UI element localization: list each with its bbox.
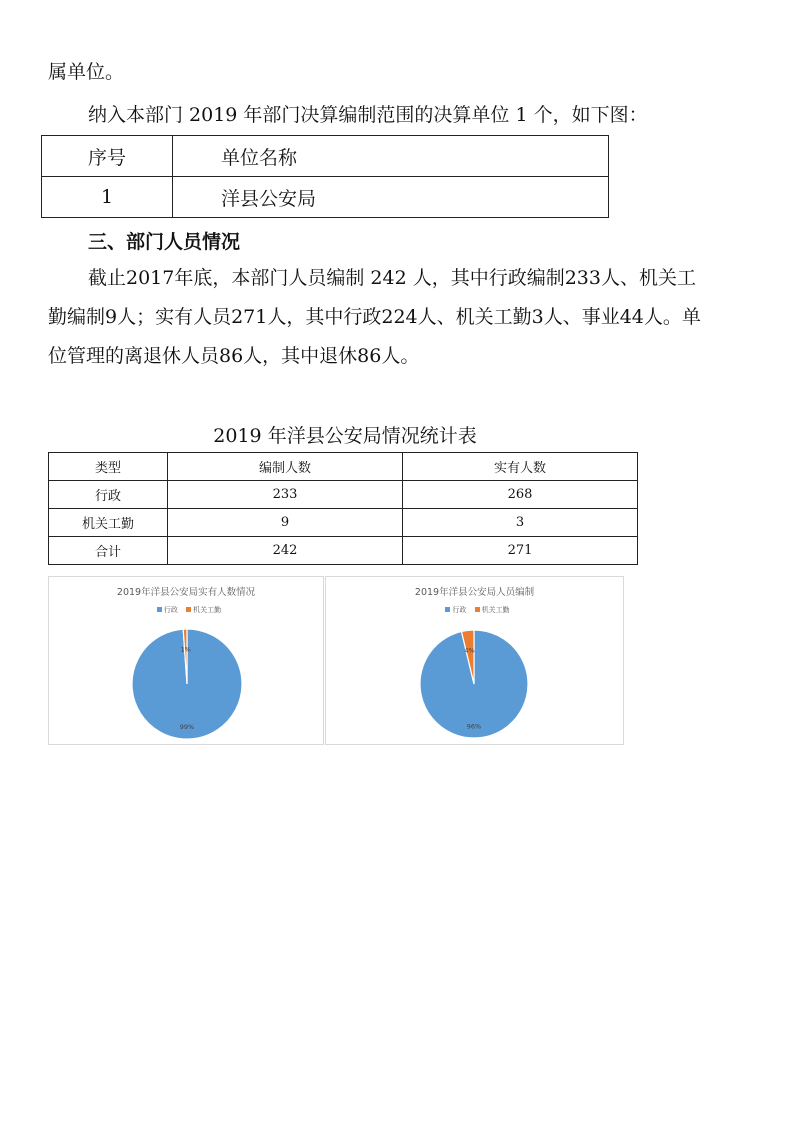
table-cell: 合计 — [49, 537, 168, 565]
chart-title: 2019年洋县公安局人员编制 — [414, 587, 535, 598]
table-cell: 洋县公安局 — [173, 177, 609, 218]
table-header-cell: 单位名称 — [173, 136, 609, 177]
pie-data-label: 1% — [180, 645, 191, 654]
table-header-cell: 实有人数 — [403, 453, 638, 481]
table-cell: 机关工勤 — [49, 509, 168, 537]
pie-plot — [49, 577, 323, 744]
table-cell: 1 — [42, 177, 173, 218]
pie-data-label: 99% — [179, 723, 195, 732]
body-text-line: 属单位。 — [48, 61, 125, 83]
body-text-line: 位管理的离退休人员86人，其中退休86人。 — [48, 345, 420, 367]
legend-label: 行政 — [163, 606, 178, 614]
table-row — [49, 509, 638, 537]
chart-title: 2019年洋县公安局实有人数情况 — [116, 587, 256, 598]
pie-data-label: 96% — [466, 722, 482, 731]
table-header-cell: 序号 — [42, 136, 173, 177]
table-header-cell: 类型 — [49, 453, 168, 481]
table-cell: 行政 — [49, 481, 168, 509]
section-heading: 三、部门人员情况 — [88, 231, 241, 253]
pie-plot — [326, 577, 623, 744]
legend-label: 机关工勤 — [193, 606, 222, 614]
table-row — [49, 537, 638, 565]
table-row — [42, 177, 609, 218]
body-text-line: 勤编制9人；实有人员271人，其中行政224人、机关工勤3人、事业44人。单 — [48, 306, 701, 328]
table-cell: 3 — [403, 509, 638, 537]
stats-table — [48, 452, 638, 565]
pie-chart-actual — [48, 576, 324, 745]
body-text-line: 纳入本部门 2019 年部门决算编制范围的决算单位 1 个，如下图： — [88, 104, 648, 126]
table-caption: 2019 年洋县公安局情况统计表 — [213, 425, 477, 447]
table-cell: 268 — [403, 481, 638, 509]
table-cell: 242 — [168, 537, 403, 565]
table-header-cell: 编制人数 — [168, 453, 403, 481]
legend-label: 机关工勤 — [481, 606, 510, 614]
table-header-row — [49, 453, 638, 481]
pie-data-label: 4% — [464, 646, 475, 655]
body-text-line: 截止2017年底，本部门人员编制 242 人，其中行政编制233人、机关工 — [88, 267, 696, 289]
table-header-row — [42, 136, 609, 177]
pie-chart-staffing — [325, 576, 624, 745]
units-table — [41, 135, 609, 218]
legend-label: 行政 — [452, 606, 467, 614]
table-cell: 9 — [168, 509, 403, 537]
table-row — [49, 481, 638, 509]
table-cell: 271 — [403, 537, 638, 565]
table-cell: 233 — [168, 481, 403, 509]
